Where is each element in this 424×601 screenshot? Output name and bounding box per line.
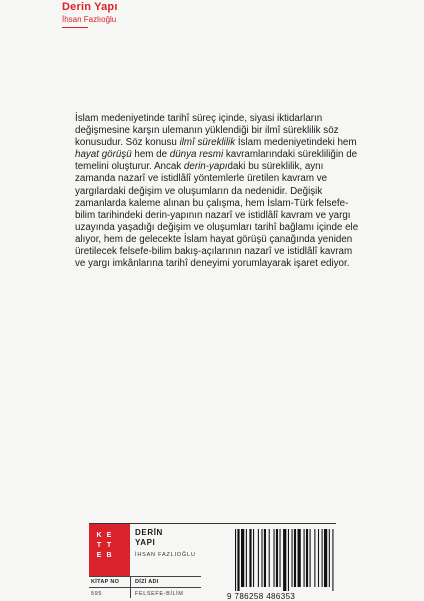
barcode-bar bbox=[298, 529, 301, 587]
barcode-bar bbox=[288, 529, 289, 591]
logo-letter: K bbox=[96, 532, 102, 539]
text-run: daki bu süreklilik, aynı zamanda nazarî ve istidlâlî yöntemlerle üretilen kavram ve yargılardaki değişim ve oluşumların da nedenidir. Değişik zamanlarda kaleme alınan bu çalışma, hem İslam-Türk felsefe-bilim tarihindeki derin-yapının nazarî ve istidlâlî kavram ve yargı uzayında yaşadığı değişim ve oluşumları tarihî bağlamı içinde ele alıyor, hem de gelecekte İslam hayat görüşü çanağında yeniden üretilecek felsefe-bilim bakış-açılarının nazarî ve istidlâlî kavram ve yargı imkânlarına tarihî deneyimi yorumlayarak işaret ediyor. bbox=[75, 161, 359, 270]
meta-top-rule bbox=[89, 576, 201, 577]
publisher-logo bbox=[89, 524, 130, 576]
text-run: kavramlarındaki sürekliliğin de temelini oluşturur. Ancak bbox=[75, 149, 358, 173]
logo-letter: B bbox=[106, 552, 112, 559]
barcode-bar bbox=[306, 529, 308, 587]
barcode-bar bbox=[276, 529, 278, 587]
logo-letter: T bbox=[106, 542, 112, 549]
logo-letter: T bbox=[96, 542, 102, 549]
isbn-barcode bbox=[235, 529, 336, 591]
header-divider bbox=[62, 27, 88, 28]
kitap-no-value: 595 bbox=[91, 591, 102, 597]
cover-info-box bbox=[89, 523, 336, 601]
header-book-title: Derin Yapı bbox=[62, 1, 118, 13]
cover-title-line: DERİN bbox=[135, 528, 163, 537]
text-run: hem de bbox=[131, 149, 170, 161]
meta-middle-rule bbox=[89, 587, 201, 588]
cover-author-name: İHSAN FAZLIOĞLU bbox=[135, 552, 196, 558]
barcode-bar bbox=[237, 529, 239, 591]
blurb-paragraph bbox=[75, 113, 365, 270]
barcode-bar bbox=[241, 529, 244, 587]
dizi-adi-value: FELSEFE-BİLİM bbox=[135, 591, 184, 597]
barcode-bar bbox=[264, 529, 266, 587]
barcode-bar bbox=[249, 529, 251, 587]
barcode-bar bbox=[283, 529, 286, 591]
isbn-number: 9 786258 486353 bbox=[227, 592, 296, 601]
italic-term: derin-yapı bbox=[183, 161, 228, 173]
barcode-bar bbox=[269, 529, 270, 587]
italic-term: hayat görüşü bbox=[75, 149, 132, 161]
barcode-bar bbox=[322, 529, 323, 587]
barcode-bar bbox=[314, 529, 315, 587]
barcode-bar bbox=[329, 529, 330, 587]
barcode-bar bbox=[258, 529, 259, 587]
barcode-bar bbox=[332, 529, 333, 591]
barcode-bar bbox=[304, 529, 305, 587]
cover-title-line: YAPI bbox=[135, 538, 156, 547]
barcode-bar bbox=[273, 529, 274, 587]
barcode-bar bbox=[324, 529, 327, 587]
barcode-bar bbox=[294, 529, 296, 587]
barcode-bar bbox=[246, 529, 247, 587]
meta-column-divider bbox=[130, 576, 131, 598]
barcode-bar bbox=[310, 529, 311, 587]
barcode-bar bbox=[235, 529, 236, 591]
barcode-bar bbox=[279, 529, 280, 587]
text-run: İslam medeniyetinde tarihî süreç içinde, siyasi iktidarların değişmesine karşın ulemanın yüklendiği bir ilmî süreklilik söz konusudur. Söz konusu bbox=[75, 113, 339, 149]
logo-letter: E bbox=[106, 532, 112, 539]
barcode-bar bbox=[318, 529, 319, 587]
header-author-name: İhsan Fazlıoğlu bbox=[62, 15, 117, 24]
italic-term: dünya resmi bbox=[169, 149, 224, 161]
text-run: İslam medeniyetindeki hem bbox=[235, 137, 357, 149]
dizi-adi-label: DİZİ ADI bbox=[135, 579, 159, 585]
logo-letter: E bbox=[96, 552, 102, 559]
italic-term: ilmî süreklilik bbox=[179, 137, 236, 149]
barcode-bar bbox=[292, 529, 293, 587]
barcode-bar bbox=[261, 529, 262, 587]
kitap-no-label: KİTAP NO bbox=[91, 579, 120, 585]
barcode-bar bbox=[253, 529, 254, 587]
cover-book-title bbox=[135, 528, 195, 548]
